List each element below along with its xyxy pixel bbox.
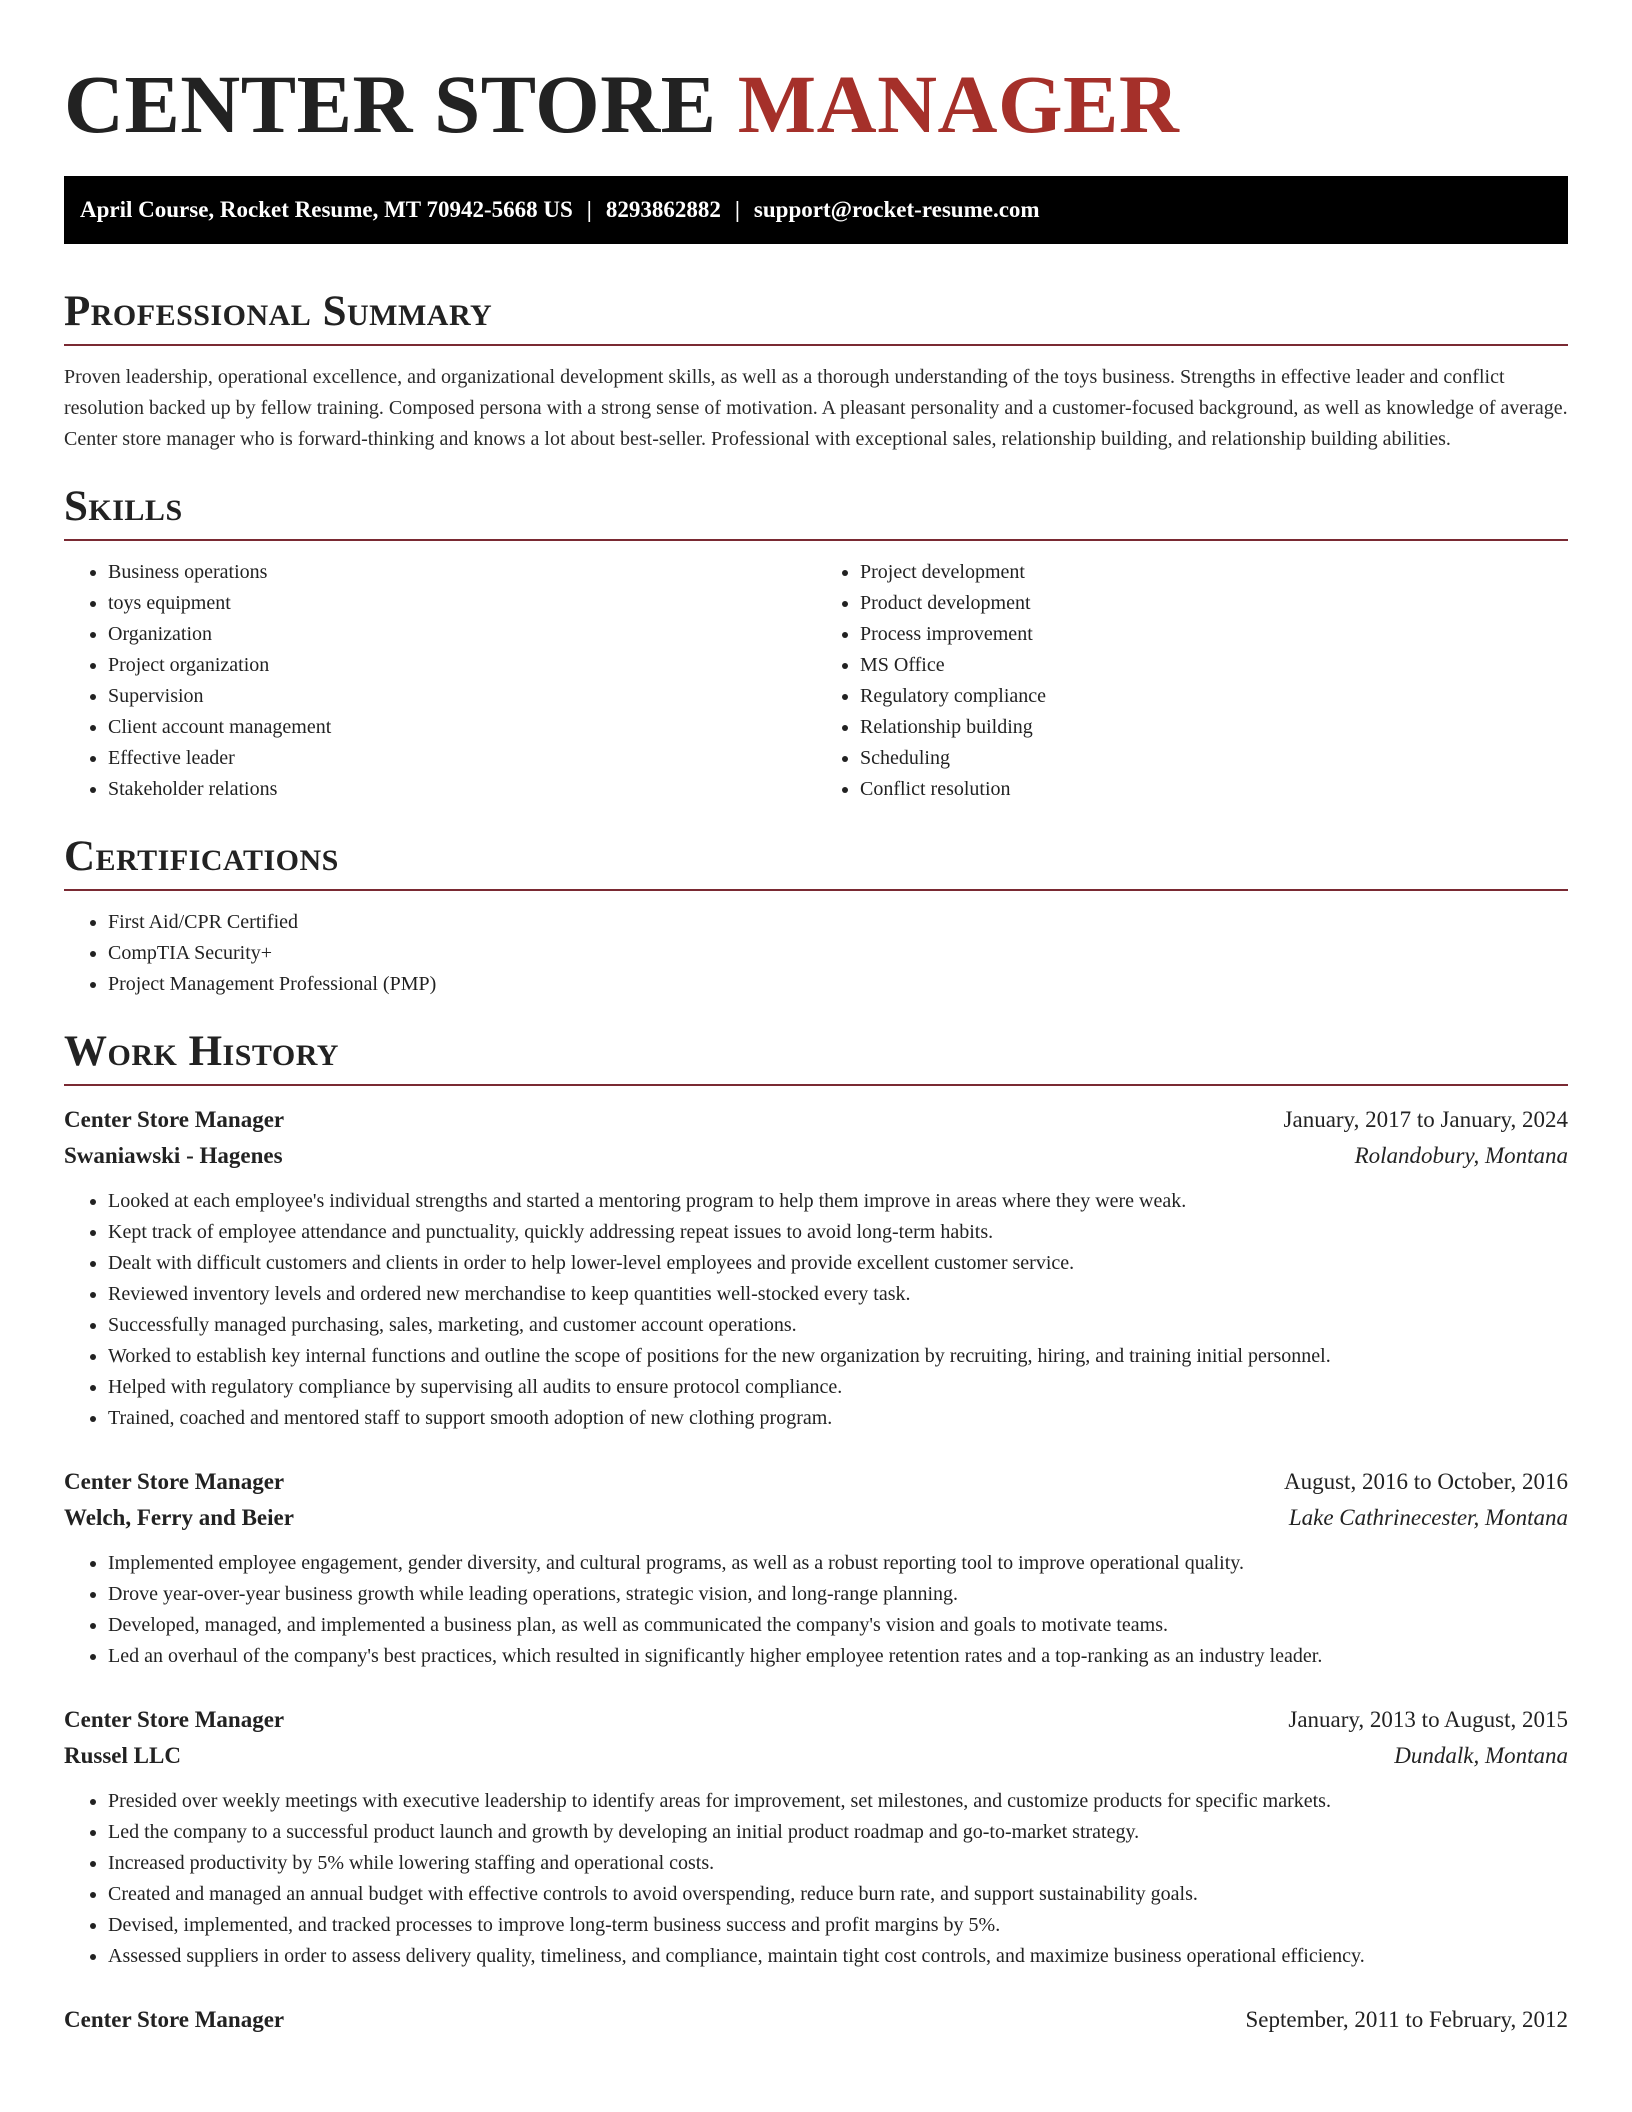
contact-separator: | bbox=[734, 197, 740, 222]
job-company: Swaniawski - Hagenes bbox=[64, 1143, 283, 1168]
resume-content bbox=[64, 56, 1568, 2038]
skills-list-left bbox=[64, 557, 816, 805]
job-company: Welch, Ferry and Beier bbox=[64, 1505, 294, 1530]
contact-email: support@rocket-resume.com bbox=[753, 197, 1040, 222]
certification-item: • First Aid/CPR Certified bbox=[108, 907, 1568, 938]
skill-item: • Conflict resolution bbox=[860, 774, 1568, 805]
certifications-heading: Certifications bbox=[64, 831, 1568, 891]
job-company: Russel LLC bbox=[64, 1743, 181, 1768]
job-entry bbox=[64, 2002, 1568, 2038]
job-bullet: • Developed, managed, and implemented a business plan, as well as communicated the company's vision and goals to motivate teams. bbox=[108, 1610, 1568, 1641]
skills-heading: Skills bbox=[64, 481, 1568, 541]
job-entry bbox=[64, 1702, 1568, 1972]
job-bullet: • Led the company to a successful product launch and growth by developing an initial product roadmap and go-to-market strategy. bbox=[108, 1817, 1568, 1848]
resume-title bbox=[64, 56, 1568, 152]
job-bullet: • Looked at each employee's individual strengths and started a mentoring program to help them improve in areas where they were weak. bbox=[108, 1186, 1568, 1217]
job-dates: September, 2011 to February, 2012 bbox=[1245, 2007, 1568, 2032]
job-title: Center Store Manager bbox=[64, 1107, 285, 1132]
skill-item: • Project development bbox=[860, 557, 1568, 588]
job-title: Center Store Manager bbox=[64, 2007, 285, 2032]
job-bullet: • Worked to establish key internal functions and outline the scope of positions for the new organization by recruiting, hiring, and training initial personnel. bbox=[108, 1341, 1568, 1372]
certifications-section bbox=[64, 831, 1568, 1000]
skill-item: • Stakeholder relations bbox=[108, 774, 816, 805]
job-title: Center Store Manager bbox=[64, 1469, 285, 1494]
skill-item: • Client account management bbox=[108, 712, 816, 743]
job-bullet: • Drove year-over-year business growth while leading operations, strategic vision, and long-range planning. bbox=[108, 1579, 1568, 1610]
skill-item: • Business operations bbox=[108, 557, 816, 588]
job-bullet: • Kept track of employee attendance and punctuality, quickly addressing repeat issues to avoid long-term habits. bbox=[108, 1217, 1568, 1248]
job-bullets bbox=[64, 1786, 1568, 1972]
work-history-heading: Work History bbox=[64, 1026, 1568, 1086]
job-location: Lake Cathrinecester, Montana bbox=[1288, 1505, 1568, 1530]
skill-item: • Relationship building bbox=[860, 712, 1568, 743]
skill-item: • Scheduling bbox=[860, 743, 1568, 774]
job-bullet: • Implemented employee engagement, gender diversity, and cultural programs, as well as a robust reporting tool to improve operational quality. bbox=[108, 1548, 1568, 1579]
job-header-row bbox=[64, 1464, 1568, 1500]
skill-item: • Organization bbox=[108, 619, 816, 650]
job-dates: January, 2017 to January, 2024 bbox=[1283, 1107, 1568, 1132]
work-history-section bbox=[64, 1026, 1568, 2038]
contact-address: April Course, Rocket Resume, MT 70942-5668 US bbox=[80, 197, 573, 222]
certifications-list bbox=[64, 907, 1568, 1000]
job-company-row bbox=[64, 1738, 1568, 1774]
certification-item: • CompTIA Security+ bbox=[108, 938, 1568, 969]
skill-item: • MS Office bbox=[860, 650, 1568, 681]
skills-list-right bbox=[816, 557, 1568, 805]
title-part-1: CENTER STORE bbox=[64, 58, 717, 150]
contact-phone: 8293862882 bbox=[605, 197, 721, 222]
job-bullet: • Presided over weekly meetings with executive leadership to identify areas for improvement, set milestones, and customize products for specific markets. bbox=[108, 1786, 1568, 1817]
summary-heading: Professional Summary bbox=[64, 286, 1568, 346]
job-location: Rolandobury, Montana bbox=[1354, 1143, 1568, 1168]
job-bullet: • Successfully managed purchasing, sales, marketing, and customer account operations. bbox=[108, 1310, 1568, 1341]
job-list bbox=[64, 1102, 1568, 2038]
job-bullets bbox=[64, 1548, 1568, 1672]
skill-item: • Product development bbox=[860, 588, 1568, 619]
job-entry bbox=[64, 1102, 1568, 1434]
job-bullets bbox=[64, 1186, 1568, 1434]
skill-item: • Effective leader bbox=[108, 743, 816, 774]
skill-item: • Regulatory compliance bbox=[860, 681, 1568, 712]
job-bullet: • Devised, implemented, and tracked processes to improve long-term business success and profit margins by 5%. bbox=[108, 1910, 1568, 1941]
job-bullet: • Reviewed inventory levels and ordered new merchandise to keep quantities well-stocked every task. bbox=[108, 1279, 1568, 1310]
job-bullet: • Increased productivity by 5% while lowering staffing and operational costs. bbox=[108, 1848, 1568, 1879]
job-entry bbox=[64, 1464, 1568, 1672]
job-location: Dundalk, Montana bbox=[1394, 1743, 1568, 1768]
job-header-row bbox=[64, 1702, 1568, 1738]
job-dates: August, 2016 to October, 2016 bbox=[1284, 1469, 1568, 1494]
job-bullet: • Assessed suppliers in order to assess delivery quality, timeliness, and compliance, maintain tight cost controls, and maximize business operational efficiency. bbox=[108, 1941, 1568, 1972]
summary-text: Proven leadership, operational excellence, and organizational development skills, as well as a thorough understanding of the toys business. Strengths in effective leader and conflict resolution backed up by fellow training. Composed persona with a strong sense of motivation. A pleasant personality and a customer-focused background, as well as knowledge of average. Center store manager who is forward-thinking and knows a lot about best-seller. Professional with exceptional sales, relationship building, and relationship building abilities. bbox=[64, 366, 1568, 450]
certification-item: • Project Management Professional (PMP) bbox=[108, 969, 1568, 1000]
job-bullet: • Created and managed an annual budget with effective controls to avoid overspending, reduce burn rate, and support sustainability goals. bbox=[108, 1879, 1568, 1910]
job-bullet: • Led an overhaul of the company's best practices, which resulted in significantly higher employee retention rates and a top-ranking as an industry leader. bbox=[108, 1641, 1568, 1672]
skills-columns bbox=[64, 541, 1568, 805]
skill-item: • Supervision bbox=[108, 681, 816, 712]
job-header-row bbox=[64, 2002, 1568, 2038]
job-title: Center Store Manager bbox=[64, 1707, 285, 1732]
contact-separator: | bbox=[586, 197, 592, 222]
skill-item: • Project organization bbox=[108, 650, 816, 681]
skill-item: • toys equipment bbox=[108, 588, 816, 619]
job-dates: January, 2013 to August, 2015 bbox=[1288, 1707, 1568, 1732]
contact-bar bbox=[64, 176, 1568, 244]
summary-section bbox=[64, 286, 1568, 455]
job-header-row bbox=[64, 1102, 1568, 1138]
job-bullet: • Trained, coached and mentored staff to support smooth adoption of new clothing program. bbox=[108, 1403, 1568, 1434]
job-bullet: • Dealt with difficult customers and clients in order to help lower-level employees and provide excellent customer service. bbox=[108, 1248, 1568, 1279]
job-bullet: • Helped with regulatory compliance by supervising all audits to ensure protocol compliance. bbox=[108, 1372, 1568, 1403]
skills-section bbox=[64, 481, 1568, 805]
job-company-row bbox=[64, 1500, 1568, 1536]
title-part-2: MANAGER bbox=[737, 58, 1180, 150]
job-company-row bbox=[64, 1138, 1568, 1174]
skill-item: • Process improvement bbox=[860, 619, 1568, 650]
